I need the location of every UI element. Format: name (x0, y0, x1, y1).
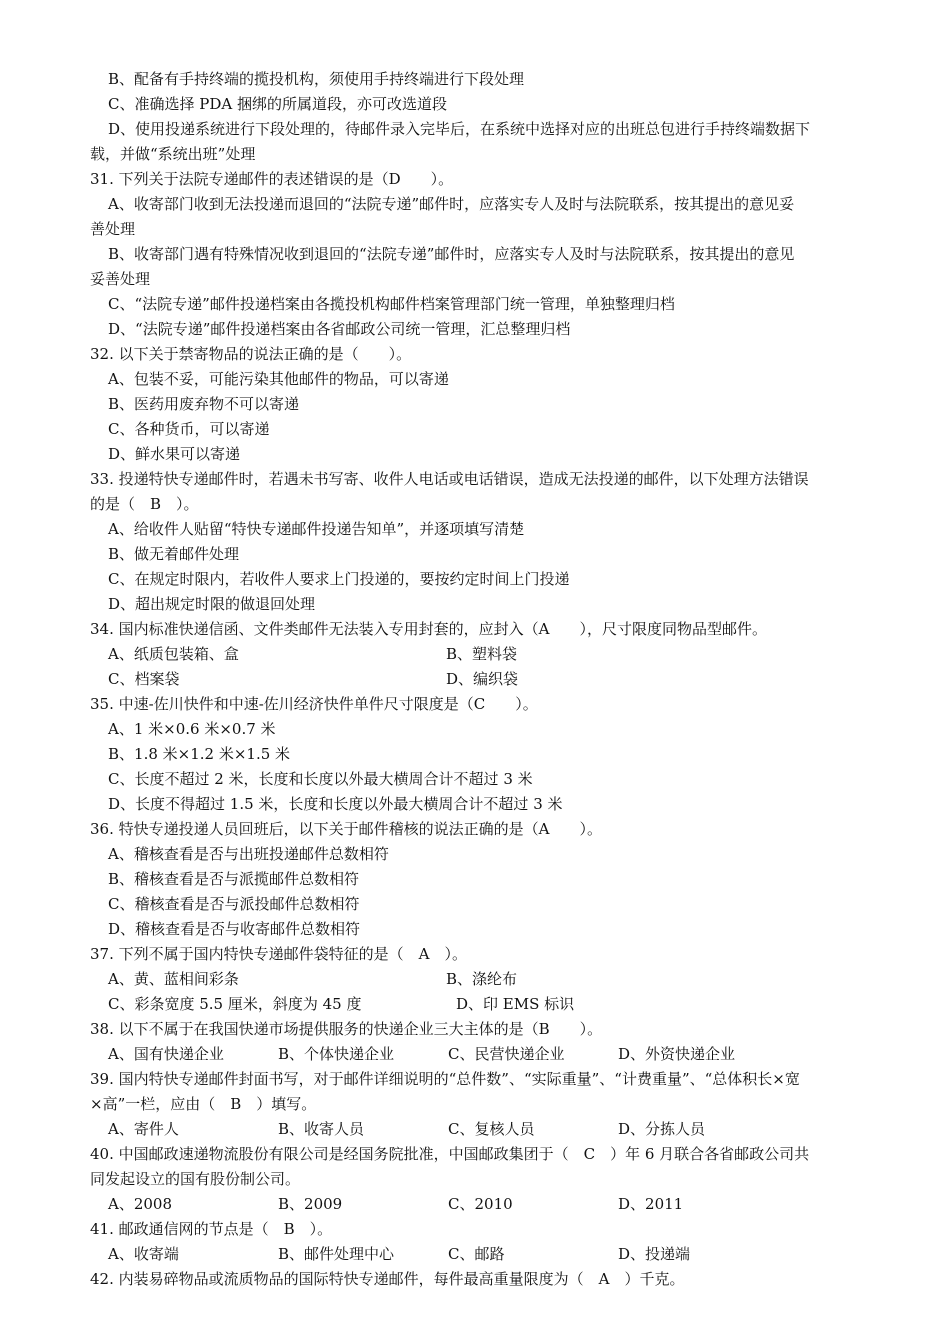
option-line: A、给收件人贴留“特快专递邮件投递告知单”，并逐项填写清楚 (108, 520, 525, 538)
option-line: C、长度不超过 2 米，长度和长度以外最大横周合计不超过 3 米 (108, 770, 533, 788)
option-text: C、彩条宽度 5.5 厘米，斜度为 45 度 (108, 995, 362, 1013)
option-text: B、涤纶布 (446, 970, 518, 988)
question-line: 33. 投递特快专递邮件时，若遇未书写寄、收件人电话或电话错误，造成无法投递的邮件，以下处理方法错误 (90, 470, 809, 488)
option-line: C、各种货币，可以寄递 (108, 420, 270, 438)
option-line: B、1.8 米×1.2 米×1.5 米 (108, 745, 291, 763)
option-text: C、民营快递企业 (448, 1045, 565, 1063)
option-text: A、黄、蓝相间彩条 (108, 970, 239, 988)
option-text: C、邮路 (448, 1245, 505, 1263)
option-row (90, 1242, 885, 1267)
question-line: 34. 国内标准快递信函、文件类邮件无法装入专用封套的，应封入（A ），尺寸限度同物品型邮件。 (90, 620, 767, 638)
question-line: 42. 内装易碎物品或流质物品的国际特快专递邮件，每件最高重量限度为（ A ）千克。 (90, 1270, 685, 1288)
option-text: A、收寄端 (108, 1245, 179, 1263)
option-line: A、1 米×0.6 米×0.7 米 (108, 720, 276, 738)
option-text: A、纸质包装箱、盒 (108, 645, 239, 663)
question-line: 善处理 (90, 220, 136, 238)
option-line: B、稽核查看是否与派揽邮件总数相符 (108, 870, 360, 888)
question-line: 妥善处理 (90, 270, 151, 288)
option-line: D、超出规定时限的做退回处理 (108, 595, 316, 613)
question-line: 41. 邮政通信网的节点是（ B ）。 (90, 1220, 333, 1238)
question-line: 31. 下列关于法院专递邮件的表述错误的是（D ）。 (90, 170, 454, 188)
option-text: C、2010 (448, 1195, 513, 1213)
option-line: B、医药用废弃物不可以寄递 (108, 395, 300, 413)
option-line: C、准确选择 PDA 捆绑的所属道段，亦可改选道段 (108, 95, 447, 113)
option-row (90, 642, 885, 667)
question-line: 的是（ B ）。 (90, 495, 199, 513)
option-line: D、稽核查看是否与收寄邮件总数相符 (108, 920, 361, 938)
option-text: D、编织袋 (446, 670, 519, 688)
question-line: 39. 国内特快专递邮件封面书写，对于邮件详细说明的“总件数”、“实际重量”、“计费重量”、“总体积长×宽 (90, 1070, 800, 1088)
option-line: B、收寄部门遇有特殊情况收到退回的“法院专递”邮件时，应落实专人及时与法院联系，按其提出的意见 (108, 245, 795, 263)
option-line: B、做无着邮件处理 (108, 545, 240, 563)
option-text: B、邮件处理中心 (278, 1245, 395, 1263)
option-line: D、“法院专递”邮件投递档案由各省邮政公司统一管理，汇总整理归档 (108, 320, 571, 338)
option-row (90, 992, 885, 1017)
document-page (90, 67, 885, 1292)
option-text: B、个体快递企业 (278, 1045, 395, 1063)
option-line: C、在规定时限内，若收件人要求上门投递的，要按约定时间上门投递 (108, 570, 570, 588)
question-line: 32. 以下关于禁寄物品的说法正确的是（ ）。 (90, 345, 412, 363)
option-text: A、2008 (108, 1195, 173, 1213)
option-text: A、寄件人 (108, 1120, 179, 1138)
option-text: B、收寄人员 (278, 1120, 365, 1138)
option-text: B、2009 (278, 1195, 343, 1213)
option-text: A、国有快递企业 (108, 1045, 224, 1063)
option-row (90, 967, 885, 992)
question-line: 38. 以下不属于在我国快递市场提供服务的快递企业三大主体的是（B ）。 (90, 1020, 603, 1038)
question-line: 35. 中速-佐川快件和中速-佐川经济快件单件尺寸限度是（C ）。 (90, 695, 538, 713)
option-text: D、2011 (618, 1195, 684, 1213)
option-text: D、投递端 (618, 1245, 691, 1263)
option-text: C、档案袋 (108, 670, 180, 688)
option-line: D、长度不得超过 1.5 米，长度和长度以外最大横周合计不超过 3 米 (108, 795, 563, 813)
question-line: 36. 特快专递投递人员回班后，以下关于邮件稽核的说法正确的是（A ）。 (90, 820, 602, 838)
option-text: B、塑料袋 (446, 645, 518, 663)
option-text: D、印 EMS 标识 (456, 995, 575, 1013)
question-line: 同发起设立的国有股份制公司。 (90, 1170, 301, 1188)
option-line: C、稽核查看是否与派投邮件总数相符 (108, 895, 360, 913)
option-row (90, 1042, 885, 1067)
question-line: 40. 中国邮政速递物流股份有限公司是经国务院批准，中国邮政集团于（ C ）年 6 月联合各省邮政公司共 (90, 1145, 810, 1163)
option-line: B、配备有手持终端的揽投机构，须使用手持终端进行下段处理 (108, 70, 525, 88)
option-row (90, 1192, 885, 1217)
option-line: C、“法院专递”邮件投递档案由各揽投机构邮件档案管理部门统一管理，单独整理归档 (108, 295, 675, 313)
option-line: A、收寄部门收到无法投递而退回的“法院专递”邮件时，应落实专人及时与法院联系，按其提出的意见妥 (108, 195, 795, 213)
option-line: A、稽核查看是否与出班投递邮件总数相符 (108, 845, 389, 863)
option-text: D、外资快递企业 (618, 1045, 736, 1063)
option-row (90, 1117, 885, 1142)
option-line: D、鲜水果可以寄递 (108, 445, 241, 463)
option-line: D、使用投递系统进行下段处理的，待邮件录入完毕后，在系统中选择对应的出班总包进行手持终端数据下 (108, 120, 811, 138)
question-line: ×高”一栏，应由（ B ）填写。 (90, 1095, 317, 1113)
question-line: 载，并做“系统出班”处理 (90, 145, 256, 163)
option-text: D、分拣人员 (618, 1120, 706, 1138)
question-line: 37. 下列不属于国内特快专递邮件袋特征的是（ A ）。 (90, 945, 467, 963)
option-text: C、复核人员 (448, 1120, 535, 1138)
option-line: A、包装不妥，可能污染其他邮件的物品，可以寄递 (108, 370, 449, 388)
option-row (90, 667, 885, 692)
